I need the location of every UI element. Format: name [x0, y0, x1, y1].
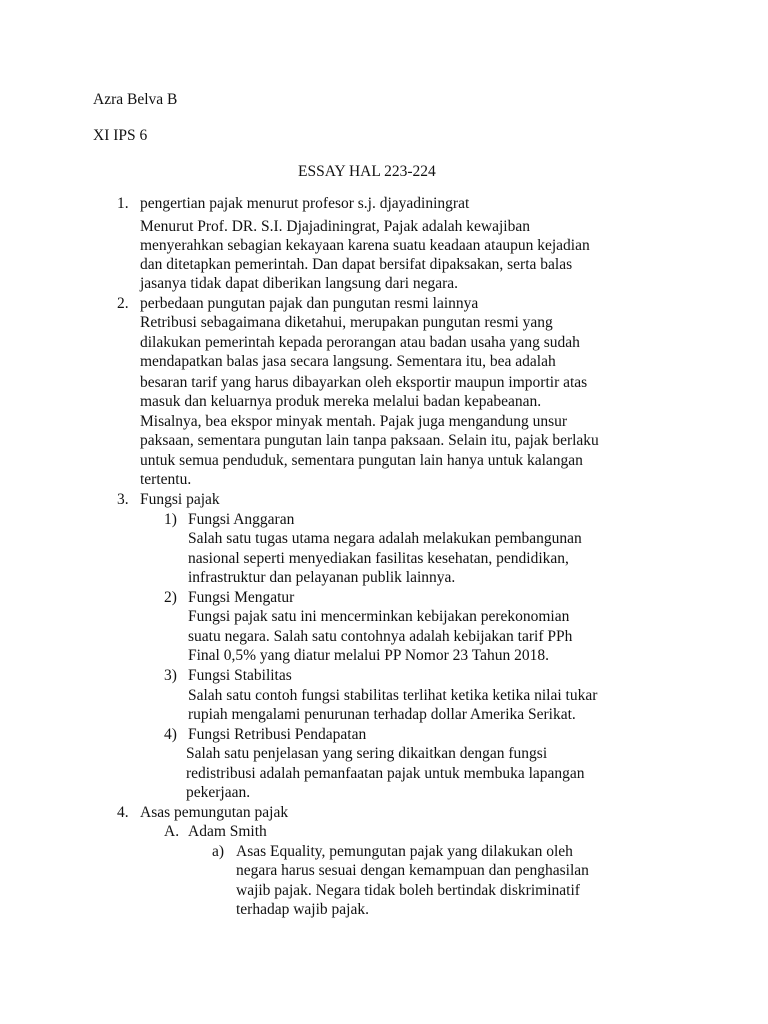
q2-answer-line: Retribusi sebagaimana diketahui, merupakan pungutan resmi yang — [140, 314, 553, 331]
q2-answer-line: dilakukan pemerintah kepada perorangan atau badan usaha yang sudah — [140, 334, 580, 351]
q2-answer-line: Misalnya, bea ekspor minyak mentah. Pajak juga mengandung unsur — [140, 413, 568, 430]
q3-number: 3. — [117, 491, 129, 508]
q4-number: 4. — [117, 804, 129, 821]
q3-item-title: Fungsi Mengatur — [188, 589, 295, 606]
q2-answer-line: tertentu. — [140, 471, 192, 488]
q2-answer-line: masuk dan keluarnya produk mereka melalui badan kepabeanan. — [140, 393, 542, 410]
q1-answer-line: dan ditetapkan pemerintah. Dan dapat bersifat dipaksakan, serta balas — [140, 256, 573, 273]
q2-question: perbedaan pungutan pajak dan pungutan resmi lainnya — [140, 295, 479, 312]
q4-sub-number: A. — [164, 823, 180, 840]
q1-question: pengertian pajak menurut profesor s.j. djayadiningrat — [140, 195, 470, 212]
q3-item-line: pekerjaan. — [186, 784, 251, 801]
q3-item-line: Salah satu contoh fungsi stabilitas terlihat ketika ketika nilai tukar — [188, 687, 598, 704]
q4-item-line: Asas Equality, pemungutan pajak yang dilakukan oleh — [236, 843, 573, 860]
q3-item-line: nasional seperti menyediakan fasilitas kesehatan, pendidikan, — [188, 550, 569, 567]
q4-item-number: a) — [212, 843, 225, 860]
student-class: XI IPS 6 — [93, 127, 148, 144]
q3-item-number: 4) — [164, 726, 177, 743]
q3-item-title: Fungsi Anggaran — [188, 511, 295, 528]
q3-item-number: 2) — [164, 589, 177, 606]
q3-item-line: infrastruktur dan pelayanan publik lainnya. — [188, 569, 456, 586]
q2-answer-line: paksaan, sementara pungutan lain tanpa paksaan. Selain itu, pajak berlaku — [140, 432, 599, 449]
q2-answer-line: mendapatkan balas jasa secara langsung. Sementara itu, bea adalah — [140, 353, 556, 370]
q2-number: 2. — [117, 295, 129, 312]
q1-answer-line: Menurut Prof. DR. S.I. Djajadiningrat, Pajak adalah kewajiban — [140, 218, 530, 235]
q3-item-line: Final 0,5% yang diatur melalui PP Nomor 23 Tahun 2018. — [188, 647, 549, 664]
q3-item-title: Fungsi Retribusi Pendapatan — [188, 726, 367, 743]
q1-answer-line: menyerahkan sebagian kekayaan karena suatu keadaan ataupun kejadian — [140, 237, 590, 254]
q4-question: Asas pemungutan pajak — [140, 804, 289, 821]
q3-item-title: Fungsi Stabilitas — [188, 667, 292, 684]
q4-sub-title: Adam Smith — [188, 823, 267, 840]
q2-answer-line: untuk semua penduduk, sementara pungutan lain hanya untuk kalangan — [140, 452, 583, 469]
q3-item-line: Fungsi pajak satu ini mencerminkan kebijakan perekonomian — [188, 608, 570, 625]
student-name: Azra Belva B — [93, 91, 178, 108]
q3-item-line: Salah satu tugas utama negara adalah melakukan pembangunan — [188, 530, 582, 547]
q3-item-line: Salah satu penjelasan yang sering dikaitkan dengan fungsi — [186, 745, 548, 762]
q3-item-line: rupiah mengalami penurunan terhadap dollar Amerika Serikat. — [188, 706, 576, 723]
q3-item-number: 1) — [164, 511, 177, 528]
q3-item-line: redistribusi adalah pemanfaatan pajak untuk membuka lapangan — [186, 765, 585, 782]
q1-answer-line: jasanya tidak dapat diberikan langsung dari negara. — [140, 275, 459, 292]
q3-item-number: 3) — [164, 667, 177, 684]
q1-number: 1. — [117, 195, 129, 212]
q3-question: Fungsi pajak — [140, 491, 220, 508]
q3-item-line: suatu negara. Salah satu contohnya adalah kebijakan tarif PPh — [188, 628, 573, 645]
q4-item-line: negara harus sesuai dengan kemampuan dan penghasilan — [236, 862, 589, 879]
essay-title: ESSAY HAL 223-224 — [298, 163, 436, 180]
q4-item-line: wajib pajak. Negara tidak boleh bertindak diskriminatif — [236, 882, 580, 899]
q2-answer-line: besaran tarif yang harus dibayarkan oleh eksportir maupun importir atas — [140, 374, 588, 391]
q4-item-line: terhadap wajib pajak. — [236, 901, 369, 918]
